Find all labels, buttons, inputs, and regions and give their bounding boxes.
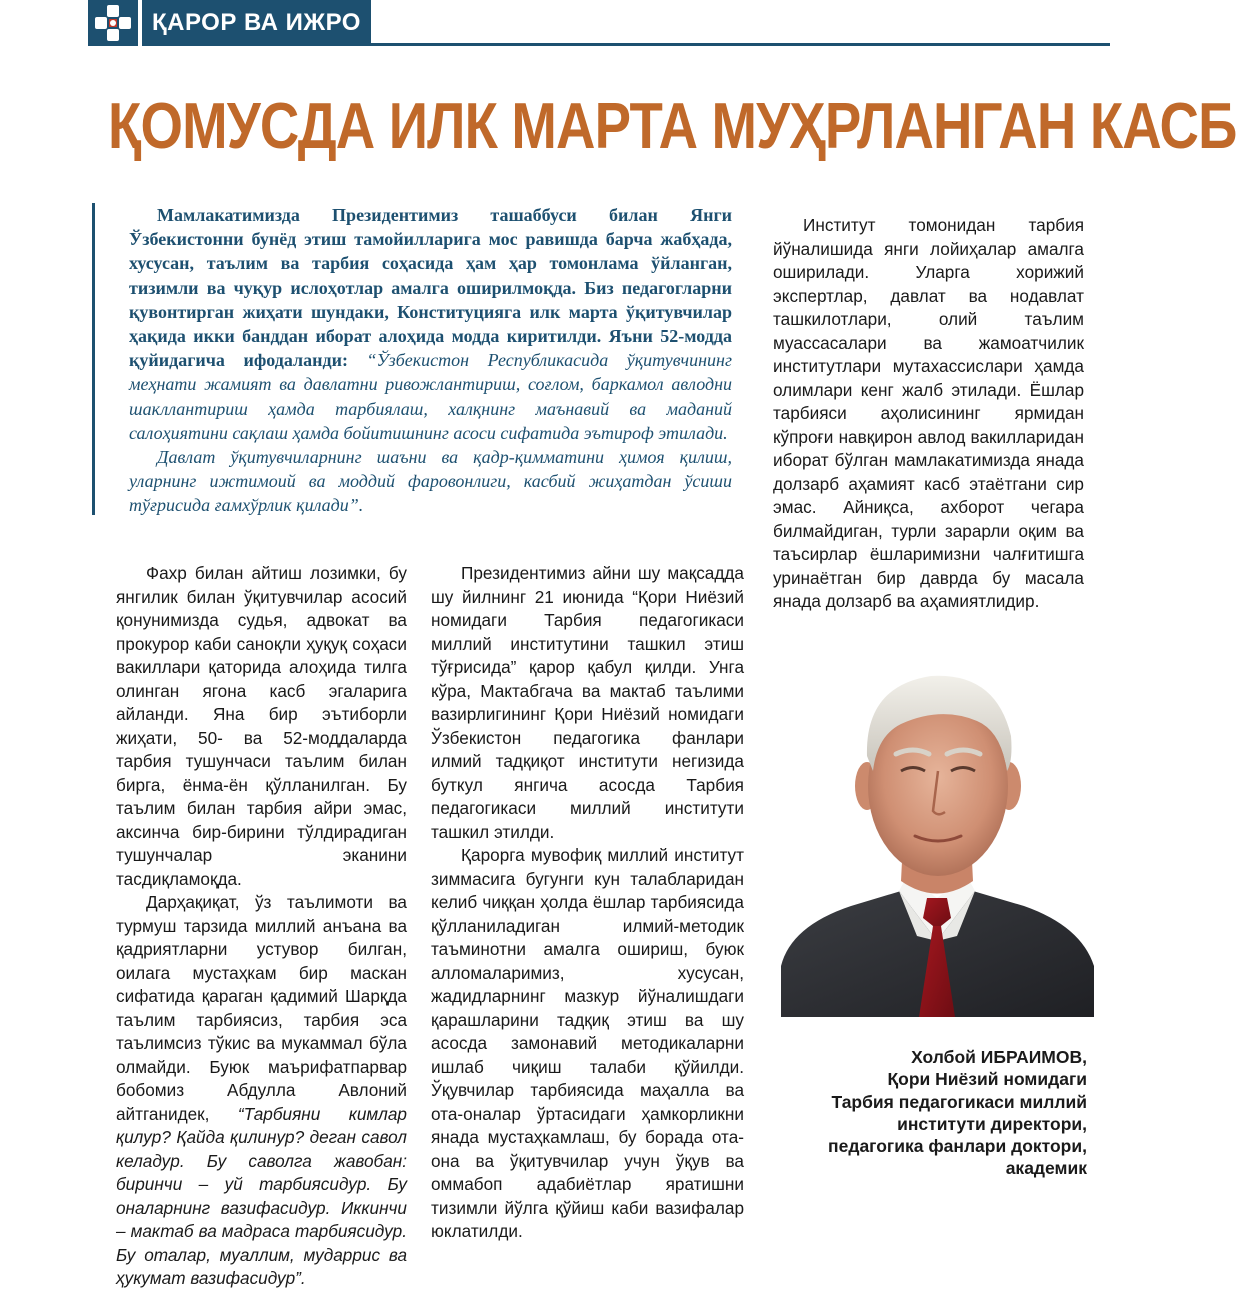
lead-p2 [129,445,732,518]
caption-line-2: Қори Ниёзий номидаги [887,1069,1087,1090]
column1-paragraph-1: Фахр билан айтиш лозимки, бу янгилик билан ўқитувчилар асосий қонунимизда судья, адвокат ва прокурор каби саноқли ҳуқуқ соҳаси вакиллари қаторида алоҳида тилга олинган ягона касб эгаларига айланди. Яна бир эътиборли жиҳати, 50- ва 52-моддаларда тарбия тушунчаси таълим билан бирга, ёнма-ён қўлланилган. Бу таълим билан тарбия айри эмас, аксинча бир-бирини тўлдирадиган тушунчалар эканини тасдиқламоқда. [116,563,407,889]
author-caption [772,1046,1087,1180]
lead-italic-2: Давлат ўқитувчиларнинг шаъни ва қадр-қимматини ҳимоя қилиш, уларнинг ижтимоий ва моддий фаровонлиги, касбий жиҳатдан ўсиши тўғрисида ғамхўрлик қилади”. [129,447,732,516]
section-header [88,0,371,46]
column1-paragraph-2 [116,891,407,1291]
caption-line-1: Холбой ИБРАИМОВ, [911,1047,1087,1067]
column2-paragraph-2: Қарорга мувофиқ миллий институт зиммасига бугунги кун талабларидан келиб чиққан ҳолда ёшлар тарбиясида қўлланиладиган илмий-методик таъминотни амалга ошириш, буюк алломаларимиз, хусусан, жадидларнинг мазкур йўналишдаги қарашларини тадқиқ этиш ва шу асосда замонавий методикаларни ишлаб чиқиш талаби қўйилди. Ўқувчилар тарбиясида маҳалла ва ота-оналар ўртасидаги ҳамкорликни янада мустаҳкамлаш, бу борада ота-она ва ўқитувчилар учун ўқув ва оммабоп адабиётлар яратишни тизимли йўлга қўйиш каби вазифалар юклатилди. [431,845,744,1241]
column2-paragraph-1: Президентимиз айни шу мақсадда шу йилнинг 21 июнида “Қори Ниёзий номидаги Тарбия педагогикаси миллий институтини ташкил этиш тўғрисида” қарор қабул қилди. Унга кўра, Мактабгача ва мактаб таълими вазирлигининг Қори Ниёзий номидаги Ўзбекистон педагогика фанлари илмий тадқиқот институти негизида буткул янгича асосда Тарбия педагогикаси миллий институти ташкил этилди. [431,563,744,842]
section-label: ҚАРОР ВА ИЖРО [152,9,361,36]
lead-italic-1: “Ўзбекистон Республикасида ўқитувчининг меҳнати жамият ва давлатни ривожлантириш, соғлом, баркамол авлодни шакллантириш ҳамда тарбиялаш, халқнинг маънавий ва маданий салоҳиятини сақлаш ҳамда бойитишнинг асоси сифатида эътироф этилади. [129,350,732,443]
caption-line-3: Тарбия педагогикаси миллий [831,1091,1087,1112]
lead-p1 [129,203,732,445]
body-column-2 [431,562,744,1244]
caption-line-6: академик [1005,1158,1087,1179]
portrait-illustration [781,636,1094,1017]
article-headline: ҚОМУСДА ИЛК МАРТА МУҲРЛАНГАН КАСБ [108,89,1237,162]
top-rule [142,43,1110,46]
column3-paragraph-1: Институт томонидан тарбия йўналишида янги лойиҳалар амалга оширилади. Уларга хорижий экспертлар, давлат ва нодавлат ташкилотлари, олий таълим муассасалари ва жамоатчилик институтлари мутахассислари ҳамда олимлари кенг жалб этилади. Ёшлар тарбияси аҳолисининг ярмидан кўпроғи навқирон авлод вакилларидан иборат бўлган мамлакатимизда янада долзарб аҳамият касб этаётгани сир эмас. Айниқса, ахборот чегара билмайдиган, турли зарарли оқим ва таъсирлар ёшларимизни чалғитишга уринаётган бир даврда бу масала янада долзарб ва аҳамиятлидир. [773,215,1084,611]
column1-p2-quote: “Тарбияни кимлар қилур? Қайда қилинур? деган савол келадур. Бу саволга жавобан: биринчи – уй тарбиясидур. Бу оналарнинг вазифасидур. Иккинчи – мактаб ва мадраса тарбиясидур. Бу оталар, муаллим, мударрис ва ҳукумат вазифасидур”. [116,1103,407,1288]
column1-p2-plain: Дарҳақиқат, ўз таълимоти ва турмуш тарзида миллий анъана ва қадриятларни устувор билган, оилага мустаҳкам бир маскан сифатида қараган қадимий Шарқда таълим тарбиясиз, тарбия эса таълимсиз тўкис ва мукаммал бўла олмайди. Буюк маърифатпарвар бобомиз Абдулла Авлоний айтганидек, [116,892,407,1124]
section-label-box [142,0,371,46]
section-logo [88,0,138,46]
lead-paragraph [92,203,732,515]
lead-bold-text: Мамлакатимизда Президентимиз ташаббуси билан Янги Ўзбекистонни бунёд этиш тамойилларига мос равишда барча жабҳада, хусусан, таълим ва тарбия соҳасида ҳам ҳар томонлама ўйланган, тизимли ва чуқур ислоҳотлар амалга оширилмоқда. Биз педагогларни қувонтирган жиҳати шундаки, Конституцияга илк марта ўқитувчилар ҳақида икки банддан иборат алоҳида модда киритилди. Яъни 52-модда қуйидагича ифодаланди: [129,205,732,371]
star-cross-logo-icon [93,3,133,43]
body-column-1 [116,562,407,1291]
author-portrait-photo [781,636,1094,1017]
caption-line-4: институти директори, [897,1113,1087,1134]
body-column-3 [773,214,1084,614]
caption-line-5: педагогика фанлари доктори, [828,1136,1087,1157]
